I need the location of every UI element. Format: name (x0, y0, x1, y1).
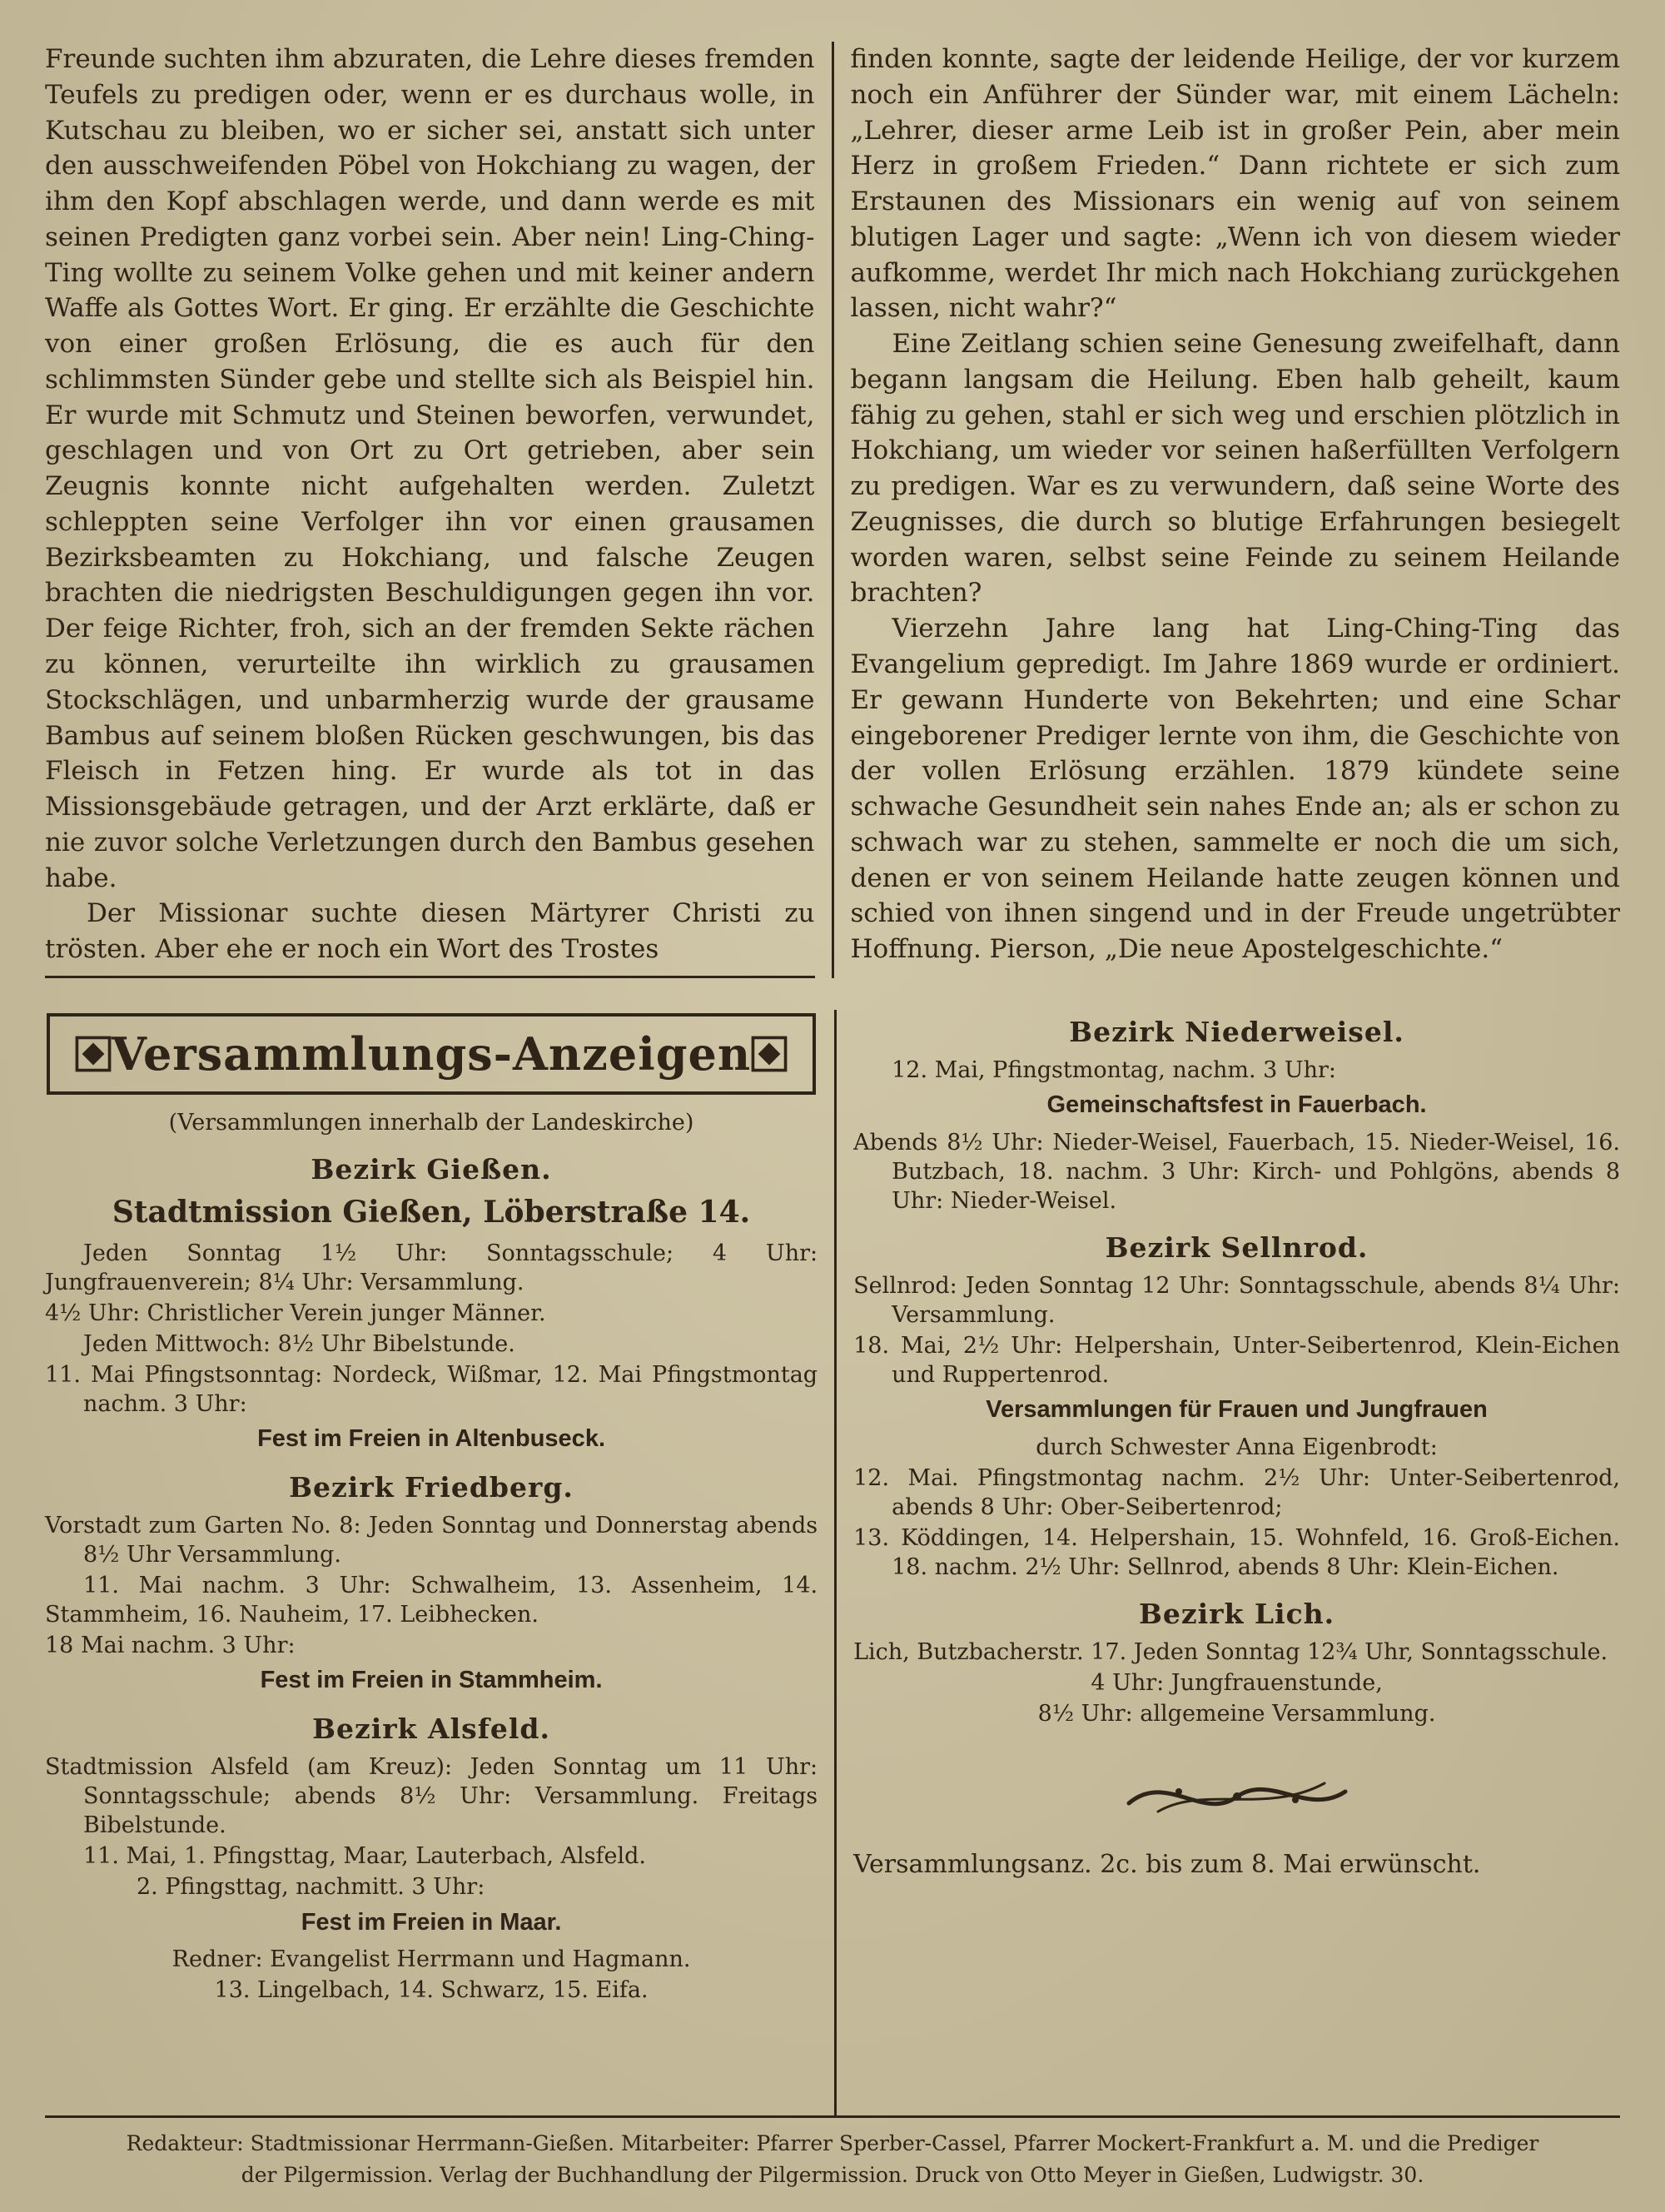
announcements-section (45, 1010, 1620, 2115)
fest-announcement: Fest im Freien in Altenbuseck. (257, 1425, 606, 1453)
announcement-entry: Vorstadt zum Garten No. 8: Jeden Sonntag und Donnerstag abends 8½ Uhr Versammlung. (45, 1513, 818, 1568)
story-left-column (45, 42, 815, 978)
announcements-title: Versammlungs-Anzeigen (112, 1026, 752, 1081)
announcement-entry: 18. Mai, 2½ Uhr: Helpershain, Unter-Seibertenrod, Klein-Eichen und Ruppertenrod. (853, 1332, 1620, 1389)
story-paragraph: Freunde suchten ihm abzuraten, die Lehre dieses fremden Teufels zu predigen oder, wenn er es durchaus wolle, in Kutschau zu bleiben, wo er sicher sei, anstatt sich unter den ausschweifenden Pöbel von Hokchiang zu wagen, der ihm den Kopf abschlagen werde, und dann werde es mit seinen Predigten ganz vorbei sein. Aber nein! Ling-Ching-Ting wollte zu seinem Volke gehen und mit keiner andern Waffe als Gottes Wort. Er ging. Er erzählte die Geschichte von einer großen Erlösung, die es auch für den schlimmsten Sünder gebe und stellte sich als Beispiel hin. Er wurde mit Schmutz und Steinen beworfen, verwundet, geschlagen und von Ort zu Ort getrieben, aber sein Zeugnis konnte nicht aufgehalten werden. Zuletzt schleppten seine Verfolger ihn vor einen grausamen Bezirksbeamten zu Hokchiang, und falsche Zeugen brachten die niedrigsten Beschuldigungen gegen ihn vor. Der feige Richter, froh, sich an der fremden Sekte rächen zu können, verurteilte ihn wirklich zu grausamen Stockschlägen, und unbarmherzig wurde der grausame Bambus auf seinem bloßen Rücken geschwungen, bis das Fleisch in Fetzen hing. Er wurde als tot in das Missionsgebäude getragen, und der Arzt erklärte, daß er nie zuvor solche Verletzungen durch den Bambus gesehen habe. (45, 44, 815, 893)
fest-announcement: Fest im Freien in Maar. (301, 1908, 562, 1936)
announcement-entry: 12. Mai. Pfingstmontag nachm. 2½ Uhr: Unter-Seibertenrod, abends 8 Uhr: Ober-Seibertenrod; (853, 1464, 1620, 1520)
footer-line: Redakteur: Stadtmissionar Herrmann-Gießen. Mitarbeiter: Pfarrer Sperber-Cassel, Pfarrer Mockert-Frankfurt a. M. und die Prediger (126, 2130, 1539, 2155)
announcement-entry: 11. Mai nachm. 3 Uhr: Schwalheim, 13. Assenheim, 14. Stammheim, 16. Nauheim, 17. Leibhecken. (45, 1573, 818, 1628)
printer-ornament-icon (75, 1036, 112, 1072)
women-meetings-title: Versammlungen für Frauen und Jungfrauen (986, 1396, 1488, 1424)
announcement-entry: Jeden Mittwoch: 8½ Uhr Bibelstunde. (83, 1331, 515, 1358)
section-heading-niederweisel: Bezirk Niederweisel. (1069, 1015, 1404, 1048)
stadtmission-subheading: Stadtmission Gießen, Löberstraße 14. (112, 1195, 751, 1230)
announcement-entry: 12. Mai, Pfingstmontag, nachm. 3 Uhr: (892, 1056, 1337, 1083)
story-section (45, 42, 1620, 978)
section-heading-friedberg: Bezirk Friedberg. (289, 1471, 574, 1504)
announcement-entry: 2. Pfingsttag, nachmitt. 3 Uhr: (137, 1874, 485, 1901)
fest-announcement: Fest im Freien in Stammheim. (260, 1667, 603, 1694)
announcement-entry: 8½ Uhr: allgemeine Versammlung. (1037, 1701, 1436, 1727)
announcements-left-column (45, 1010, 818, 2115)
women-meetings-subtitle: durch Schwester Anna Eigenbrodt: (1036, 1434, 1438, 1460)
announcement-entry: 4½ Uhr: Christlicher Verein junger Männer. (45, 1300, 546, 1327)
footer (45, 2115, 1620, 2193)
section-heading-lich: Bezirk Lich. (1138, 1598, 1335, 1631)
announcement-entry: 18 Mai nachm. 3 Uhr: (45, 1633, 296, 1659)
announcement-entry: 13. Lingelbach, 14. Schwarz, 15. Eifa. (214, 1977, 649, 2004)
column-divider (834, 1010, 837, 2115)
announcement-entry: Lich, Butzbacherstr. 17. Jeden Sonntag 12¾ Uhr, Sonntagsschule. (853, 1639, 1608, 1666)
story-paragraph: Der Missionar suchte diesen Märtyrer Christi zu trösten. Aber ehe er noch ein Wort des Trostes (45, 898, 815, 965)
section-heading-giessen: Bezirk Gießen. (311, 1153, 552, 1186)
story-paragraph: Eine Zeitlang schien seine Genesung zweifelhaft, dann begann langsam die Heilung. Eben halb geheilt, kaum fähig zu gehen, stahl er sich weg und erschien plötzlich in Hokchiang, um wieder vor seinen haßerfüllten Verfolgern zu predigen. War es zu verwundern, daß seine Worte des Zeugnisses, die durch so blutige Erfahrungen besiegelt worden waren, selbst seine Feinde zu seinem Heilande brachten? (850, 329, 1620, 609)
closing-note: Versammlungsanz. 2c. bis zum 8. Mai erwünscht. (853, 1850, 1481, 1880)
announcement-entry: Redner: Evangelist Herrmann und Hagmann. (171, 1946, 691, 1973)
story-paragraph: finden konnte, sagte der leidende Heilige, der vor kurzem noch ein Anführer der Sünder war, mit einem Lächeln: „Lehrer, dieser arme Leib ist in großer Pein, aber mein Herz in großem Frieden.“ Dann richtete er sich zum Erstaunen des Missionars ein wenig auf von seinem blutigen Lager und sagte: „Wenn ich von diesem wieder aufkomme, werdet Ihr mich nach Hokchiang zurückgehen lassen, nicht wahr?“ (850, 44, 1620, 324)
flourish-icon (1121, 1767, 1354, 1827)
announcement-entry: Sellnrod: Jeden Sonntag 12 Uhr: Sonntagsschule, abends 8¼ Uhr: Versammlung. (853, 1272, 1620, 1328)
announcement-entry: 4 Uhr: Jungfrauenstunde, (1091, 1670, 1383, 1697)
announcements-subtitle: (Versammlungen innerhalb der Landeskirche) (168, 1110, 694, 1136)
announcement-entry: 11. Mai, 1. Pfingsttag, Maar, Lauterbach, Alsfeld. (83, 1843, 646, 1870)
fest-announcement: Gemeinschaftsfest in Fauerbach. (1046, 1091, 1427, 1118)
footer-line: der Pilgermission. Verlag der Buchhandlung der Pilgermission. Druck von Otto Meyer in Gießen, Ludwigstr. 30. (241, 2163, 1424, 2188)
printer-ornament-icon (751, 1036, 788, 1072)
announcement-entry: Jeden Sonntag 1½ Uhr: Sonntagsschule; 4 Uhr: Jungfrauenverein; 8¼ Uhr: Versammlung. (45, 1240, 818, 1295)
announcement-entry: 13. Köddingen, 14. Helpershain, 15. Wohnfeld, 16. Groß-Eichen. 18. nachm. 2½ Uhr: Sellnrod, abends 8 Uhr: Klein-Eichen. (853, 1525, 1620, 1581)
announcement-entry: Stadtmission Alsfeld (am Kreuz): Jeden Sonntag um 11 Uhr: Sonntagsschule; abends 8½ Uhr: Versammlung. Freitags Bibelstunde. (45, 1754, 818, 1839)
story-right-column (851, 42, 1621, 978)
announcements-right-column (853, 1010, 1620, 2115)
flourish-container (853, 1767, 1620, 1827)
announcement-entry: 11. Mai Pfingstsonntag: Nordeck, Wißmar, 12. Mai Pfingstmontag nachm. 3 Uhr: (45, 1362, 818, 1418)
section-heading-sellnrod: Bezirk Sellnrod. (1105, 1230, 1369, 1264)
column-divider (832, 42, 834, 978)
announcements-header-box (47, 1013, 816, 1095)
section-heading-alsfeld: Bezirk Alsfeld. (312, 1712, 550, 1746)
story-paragraph: Vierzehn Jahre lang hat Ling-Ching-Ting das Evangelium gepredigt. Im Jahre 1869 wurde er ordiniert. Er gewann Hunderte von Bekehrten; und eine Schar eingeborener Prediger lernte von ihm, die Geschichte von der vollen Erlösung erzählen. 1879 kündete seine schwache Gesundheit sein nahes Ende an; als er schon zu schwach war zu stehen, sammelte er noch die um sich, denen er von seinem Heilande hatte zeugen können und schied von ihnen singend und in der Freude ungetrübter Hoffnung. Pierson, „Die neue Apostelgeschichte.“ (850, 614, 1620, 965)
announcement-entry: Abends 8½ Uhr: Nieder-Weisel, Fauerbach, 15. Nieder-Weisel, 16. Butzbach, 18. nachm. 3 Uhr: Kirch- und Pohlgöns, abends 8 Uhr: Nieder-Weisel. (853, 1129, 1620, 1214)
